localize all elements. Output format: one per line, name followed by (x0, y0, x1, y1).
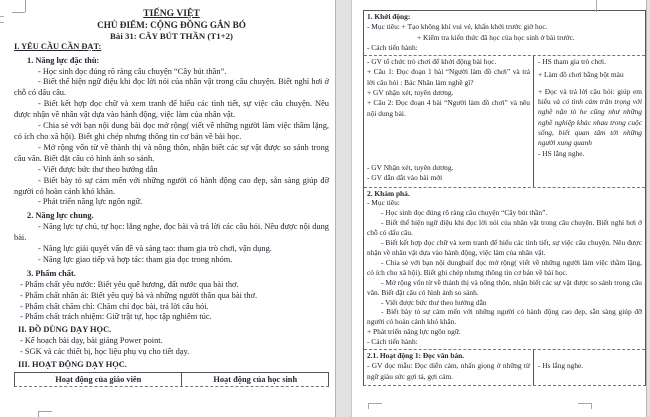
requirement-item: - Phẩm chất trách nhiệm: Giữ trật tự, học tập nghiêm túc. (20, 312, 212, 322)
requirement-item: - Năng lực giao tiếp và hợp tác: tham gia đọc trong nhóm. (38, 254, 233, 264)
activity1-steps-row (364, 55, 645, 186)
student-step: - HS tham gia trò chơi. (538, 57, 606, 67)
teacher-column-header: Hoạt động của giáo viên (15, 373, 182, 386)
student-step-answer: và có tình cảm trân trọng với nghề nặn tò he cũng như những nghề nghiệp khác nhau trong cuộc sống, biết quan tâm tới những người xung quanh (538, 97, 642, 148)
requirement-item: - Phẩm chất yêu nước: Biết yêu quê hương, đất nước qua bài thơ. (20, 279, 239, 289)
activity1-heading: 1. Khởi động: (367, 12, 411, 21)
teaching-aid-item: - Kế hoạch bài dạy, bài giảng Power point. (20, 336, 163, 346)
crop-mark-bottom-left-vertical (38, 411, 39, 417)
teacher-step: + Câu 1: Đọc đoạn 1 bài “Người làm đồ chơi” và trả lời câu hỏi : Bác Nhân làm nghề gì? (367, 67, 530, 87)
section-teaching-aids-heading: II. ĐỒ DÙNG DẠY HỌC. (18, 325, 112, 335)
student-column-header: Hoạt động của học sinh (213, 375, 298, 384)
activity2-method-label: - Cách tiến hành: (367, 337, 418, 347)
ruler-tick (0, 22, 4, 23)
activity2-heading: 2. Khám phá. (367, 188, 410, 198)
requirement-item: - Mở rộng vốn từ về thành thị và nông thôn, nhận biết các sự vật được so sánh trong câu văn. Biết đặt câu có hình ảnh so sánh. (14, 142, 329, 163)
teaching-aid-item: - SGK và các thiết bị, học liệu phụ vụ cho tiết dạy. (20, 347, 190, 357)
requirement-item: - Năng lực giải quyết vấn đề và sáng tạo: tham gia trò chơi, vận dụng. (38, 244, 272, 254)
student-step: - HS lắng nghe. (538, 148, 585, 158)
requirement-item: - Phẩm chất nhân ái: Biết yêu quý bà và những người thân qua bài thơ. (20, 290, 258, 300)
activities-table (363, 10, 646, 386)
student-step: + Làm đồ chơi bằng bột màu (538, 70, 624, 80)
requirement-item: - Phát triển năng lực ngôn ngữ. (38, 197, 143, 207)
page-2 (351, 0, 647, 417)
activity2-intro (364, 187, 645, 350)
crop-mark-bottom-mid-horizontal (368, 403, 382, 404)
requirement-item: - Phẩm chất chăm chỉ: Chăm chỉ đọc bài, trả lời câu hỏi. (20, 301, 209, 311)
activity2-step-row (364, 349, 645, 385)
requirement-item: - Năng lực tự chủ, tự học: lắng nghe, đọc bài và trả lời các câu hỏi. Nêu được nội dung bài. (14, 222, 329, 243)
activity2-objective: + Phát triển năng lực ngôn ngữ. (367, 327, 461, 337)
crop-mark-bottom-left-horizontal (38, 411, 52, 412)
activity1-intro (364, 11, 645, 55)
teacher-step: - GV tổ chức trò chơi để khởi động bài học. (367, 57, 497, 67)
requirement-item: - Viết được bức thư theo hướng dẫn (38, 164, 158, 174)
crop-mark-bottom-mid-vertical (368, 403, 369, 409)
teacher-step: + Câu 2: Đọc đoạn 4 bài “Người làm đồ chơi” và nêu nội dung bài. (367, 98, 530, 118)
activities-table-header (14, 372, 329, 387)
activity2-objective: - Mở rộng vốn từ về thành thị và nông thôn, nhận biết các sự vật được so sánh trong câu văn. Biết đặt câu có hình ảnh so sánh. (367, 277, 642, 297)
sub-activity-heading: 2.1. Hoạt động 1: Đọc văn bản. (367, 351, 465, 361)
section-requirements-heading: I. YÊU CẦU CẦN ĐẠT: (14, 41, 102, 51)
requirement-item: - Biết thể hiện ngữ điệu khi đọc lời nói của nhân vật trong câu chuyện. Biết nghỉ hơi ở chỗ có dấu câu. (14, 77, 329, 98)
student-step-text: + Đọc và trả lời câu hỏi: giúp em hiểu (538, 86, 642, 107)
activity1-objective: + Kiểm tra kiến thức đã học của học sinh ở bài trước. (417, 32, 575, 42)
teacher-step: - GV Nhận xét, tuyên dương. (367, 162, 454, 172)
requirement-item: - Biết kết hợp đọc chữ và xem tranh để hiểu các tình tiết, sự việc câu chuyện. Nêu được nhận về nhân vật dựa vào hành động, việc làm của nhân vật. (14, 99, 329, 120)
teacher-step: - GV đọc mẫu: Đọc diễn cảm, nhấn giọng ở những từ ngữ giàu sức gợi tả, gợi cảm. (367, 361, 530, 381)
crop-mark-top-right (596, 0, 597, 12)
teacher-step: + GV nhận xét, tuyên dương. (367, 88, 454, 98)
student-step: - Hs lắng nghe. (538, 361, 584, 371)
doc-topic: CHỦ ĐIỂM: CỘNG ĐỒNG GẮN BÓ (97, 19, 246, 30)
student-activity-cell (534, 350, 645, 385)
student-step (538, 87, 642, 149)
activity2-objective: - Chia sẻ với bạn nội dungbaif đọc mở rộng( viết về những người làm việc thầm lặng, có ích cho xã hội). Biết ghi chép nhưng thông tin cơ bản về bài học. (367, 257, 642, 277)
activity1-objective: - Mục tiêu: + Tạo không khí vui vẻ, khấn khởi trước giờ học. (367, 22, 548, 32)
subsection-specific-competence-heading: 1. Năng lực đặc thù: (27, 55, 100, 65)
crop-mark-bottom-right-vertical (591, 403, 592, 409)
teacher-step: - GV dẫn dắt vào bài mới (367, 173, 443, 183)
requirement-item: - Chia sẻ với bạn nội dung bài đọc mở rộng( viết về những người làm việc thầm lặng, có ích cho xã hội). Biết ghi chép nhưng thông tin cơ bản về bài học. (14, 121, 329, 141)
requirement-item: - Học sinh đọc đúng rõ ràng câu chuyện “Cây bút thần”. (38, 66, 227, 76)
section-activities-heading: III. HOẠT ĐỘNG DẠY HỌC. (18, 360, 127, 370)
activity2-objective-label: - Mục tiêu: (367, 198, 400, 208)
student-activity-cell (534, 56, 645, 186)
teacher-activity-cell (364, 56, 534, 186)
ruler-tick (0, 16, 4, 17)
doc-title: TIẾNG VIỆT (143, 8, 200, 19)
activity2-objective: - Viết được bức thư theo hướng dẫn (381, 297, 487, 307)
activity2-objective: - Biết bày tỏ sự cảm mến với những người có hành động cao đẹp, sẵn sàng giúp đỡ người có hoàn cảnh khó khăn. (367, 307, 642, 327)
activity2-objective: - Biết kết hợp đọc chữ và xem tranh để hiểu các tình tiết, sự việc câu chuyện. Nêu được nhận về nhân vật dựa vào hành động, việc làm của nhân vật. (367, 238, 642, 257)
subsection-general-competence-heading: 2. Năng lực chung. (27, 211, 94, 221)
activity2-objective: - Học sinh đọc đúng rõ ràng câu chuyện “Cây bút thần”. (381, 208, 548, 218)
activity2-objective: - Biết thể hiện ngữ điệu khi đọc lời nói của nhân vật trong câu chuyện. Biết nghỉ hơi ở chỗ có dấu câu. (367, 218, 642, 238)
requirement-item: - Biết bày tỏ sự cảm mến với những người có hành động cao đẹp, sẵn sàng giúp đỡ người có hoàn cảnh khó khăn. (14, 175, 329, 196)
crop-mark-bottom-right-horizontal (578, 403, 592, 404)
crop-mark-top-left-horizontal (12, 12, 25, 13)
activity1-method-label: - Cách tiến hành: (367, 42, 418, 52)
subsection-quality-heading: 3. Phẩm chất. (27, 268, 76, 278)
teacher-activity-cell (364, 350, 534, 385)
lesson-title: Bài 31: CÂY BÚT THẦN (T1+2) (110, 30, 233, 41)
crop-mark-top-left-vertical (25, 0, 26, 12)
